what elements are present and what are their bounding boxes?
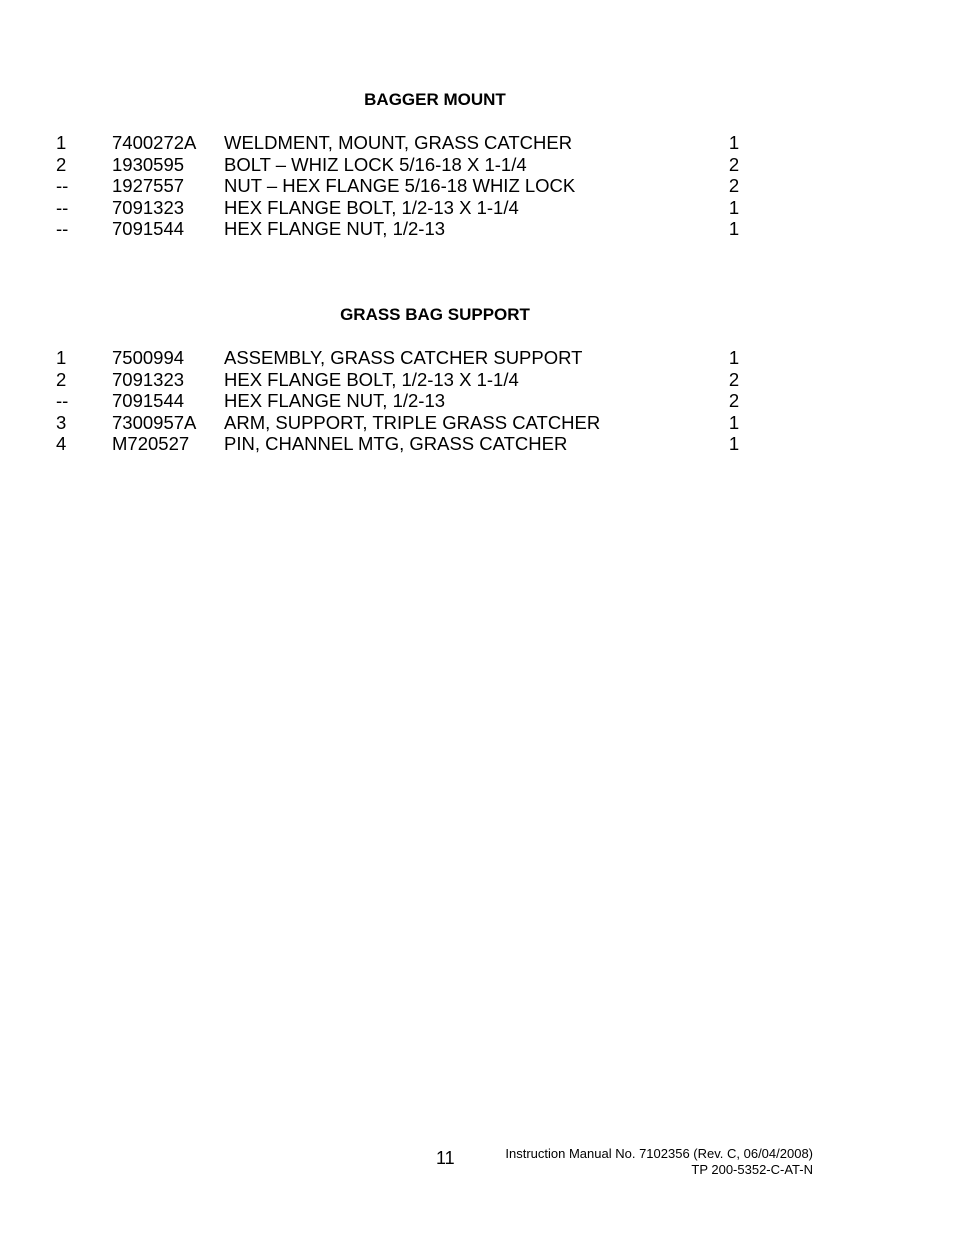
part-description: PIN, CHANNEL MTG, GRASS CATCHER xyxy=(224,433,568,454)
part-number: M720527 xyxy=(112,433,190,454)
ref-number: 2 xyxy=(56,368,67,390)
table-row xyxy=(56,175,756,197)
quantity: 1 xyxy=(728,218,740,239)
ref-number: 3 xyxy=(56,411,67,433)
quantity: 2 xyxy=(728,390,740,411)
part-number: 1927557 xyxy=(112,175,185,196)
part-number: 7400272A xyxy=(112,132,197,153)
parts-list-bagger-mount xyxy=(56,132,756,240)
section-title-bagger-mount: BAGGER MOUNT xyxy=(364,90,506,109)
table-row xyxy=(56,347,756,369)
ref-number: -- xyxy=(56,196,69,218)
part-number: 7500994 xyxy=(112,347,185,368)
table-row xyxy=(56,412,756,434)
table-row xyxy=(56,132,756,154)
quantity: 2 xyxy=(728,175,740,196)
parts-list-grass-bag-support xyxy=(56,347,756,455)
part-number: 7300957A xyxy=(112,411,197,433)
ref-number: 2 xyxy=(56,153,67,175)
ref-number: 4 xyxy=(56,433,67,454)
section-title-grass-bag-support: GRASS BAG SUPPORT xyxy=(340,305,530,324)
ref-number: -- xyxy=(56,390,69,411)
part-description: ASSEMBLY, GRASS CATCHER SUPPORT xyxy=(224,347,583,368)
part-description: HEX FLANGE NUT, 1/2-13 xyxy=(224,390,446,411)
table-row xyxy=(56,197,756,219)
table-row xyxy=(56,369,756,391)
part-description: HEX FLANGE BOLT, 1/2-13 X 1-1/4 xyxy=(224,368,519,390)
page-number: 11 xyxy=(436,1148,455,1168)
part-number: 7091323 xyxy=(112,196,185,218)
manual-number: Instruction Manual No. 7102356 (Rev. C, 06/04/2008) xyxy=(505,1146,813,1161)
quantity: 1 xyxy=(728,196,740,218)
table-row xyxy=(56,154,756,176)
part-description: NUT – HEX FLANGE 5/16-18 WHIZ LOCK xyxy=(224,175,576,196)
quantity: 2 xyxy=(728,368,740,390)
part-description: BOLT – WHIZ LOCK 5/16-18 X 1-1/4 xyxy=(224,153,527,175)
part-description: HEX FLANGE NUT, 1/2-13 xyxy=(224,218,446,239)
ref-number: -- xyxy=(56,218,69,239)
part-description: HEX FLANGE BOLT, 1/2-13 X 1-1/4 xyxy=(224,196,519,218)
quantity: 1 xyxy=(728,132,740,153)
part-number: 7091323 xyxy=(112,368,185,390)
ref-number: -- xyxy=(56,175,69,196)
part-number: 1930595 xyxy=(112,153,185,175)
ref-number: 1 xyxy=(56,347,67,368)
quantity: 1 xyxy=(728,433,740,454)
part-description: ARM, SUPPORT, TRIPLE GRASS CATCHER xyxy=(224,411,601,433)
table-row xyxy=(56,218,756,240)
quantity: 1 xyxy=(728,347,740,368)
ref-number: 1 xyxy=(56,132,67,153)
table-row xyxy=(56,390,756,412)
tp-number: TP 200-5352-C-AT-N xyxy=(691,1162,813,1177)
quantity: 2 xyxy=(728,153,740,175)
part-description: WELDMENT, MOUNT, GRASS CATCHER xyxy=(224,132,573,153)
table-row xyxy=(56,433,756,455)
part-number: 7091544 xyxy=(112,218,185,239)
footer-info xyxy=(505,1146,813,1178)
quantity: 1 xyxy=(728,411,740,433)
part-number: 7091544 xyxy=(112,390,185,411)
